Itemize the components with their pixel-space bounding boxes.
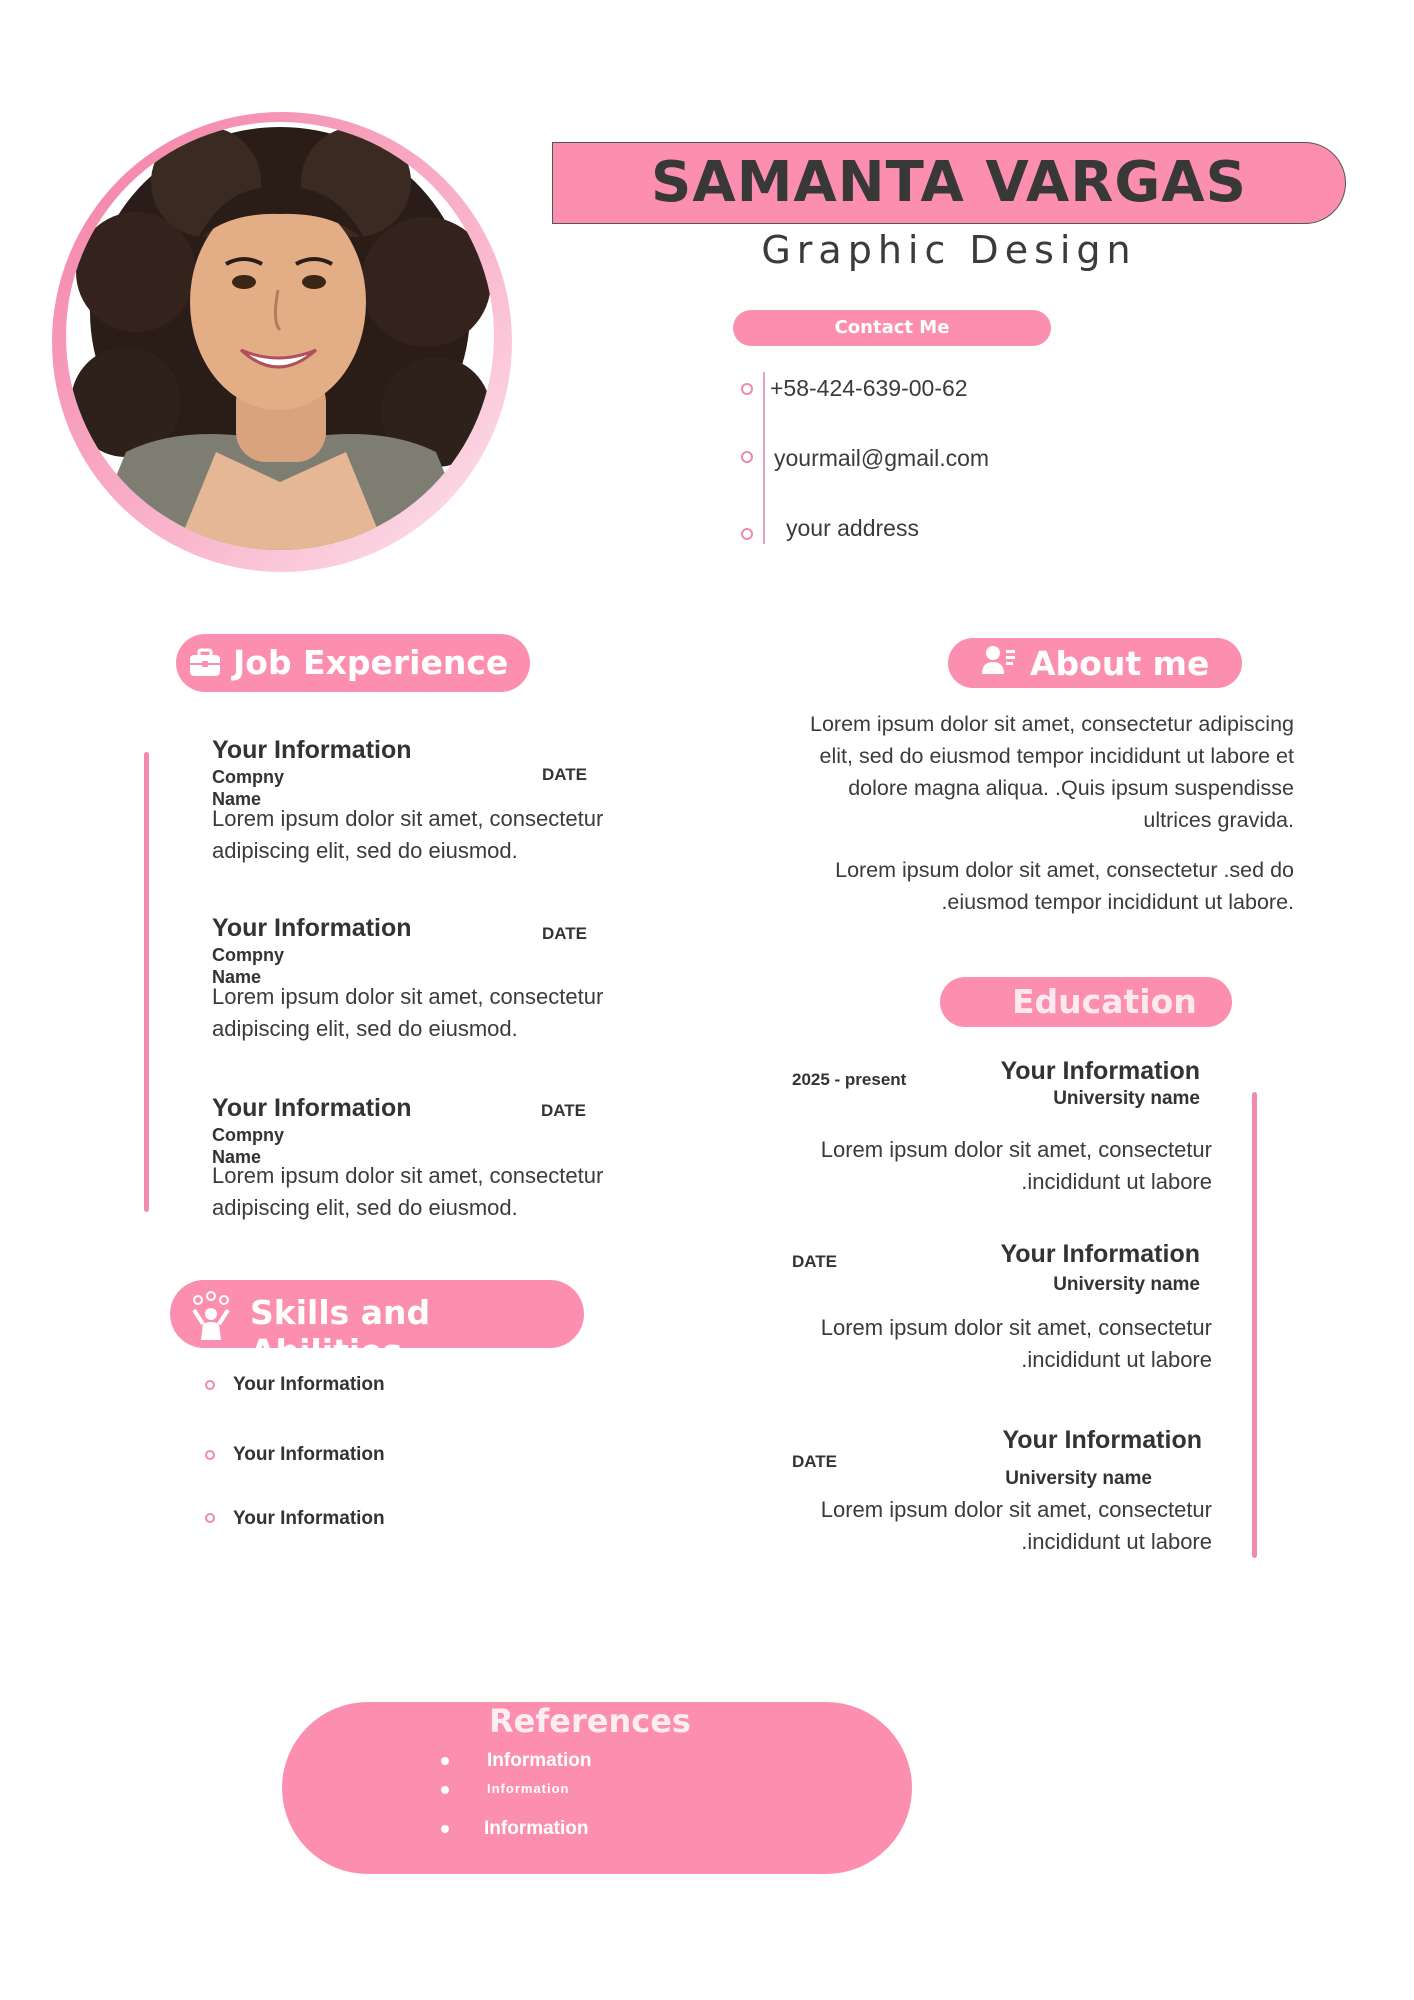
edu-date-2: DATE [792,1252,838,1271]
phone-bullet-icon [741,383,753,395]
edu-desc-3: Lorem ipsum dolor sit amet, consectetur .incididunt ut labore [820,1497,1212,1554]
education-title: Education [1012,982,1197,1021]
job-company-1: Compny Name [212,767,284,809]
about-paragraph-1: Lorem ipsum dolor sit amet, consectetur adipiscing elit, sed do eiusmod tempor incididunt ut labore et dolore magna aliqua. .Quis ipsum suspendisse ultrices gravida. [810,712,1294,832]
skill-bullet-icon [205,1450,215,1460]
job-title-1: Your Information [212,736,412,764]
skill-bullet-icon [205,1380,215,1390]
reference-bullet-icon [441,1757,449,1765]
skill-bullet-icon [205,1513,215,1523]
contact-me-label: Contact Me [733,310,1051,346]
job-title-3: Your Information [212,1094,412,1122]
user-list-icon [982,644,1016,676]
edu-date-3: DATE [792,1452,838,1471]
about-paragraph-2: Lorem ipsum dolor sit amet, consectetur .sed do .eiusmod tempor incididunt ut labore. [835,858,1294,914]
edu-title-2: Your Information [1000,1240,1200,1268]
education-header [940,977,1232,1027]
reference-bullet-icon [441,1786,449,1794]
reference-item-3: Information [484,1818,589,1839]
about-me-header [948,638,1242,688]
portrait-illustration [66,122,494,550]
job-title-2: Your Information [212,914,412,942]
skill-item-2: Your Information [233,1444,385,1465]
edu-title-1: Your Information [1000,1057,1200,1085]
edu-title-3: Your Information [1002,1426,1202,1454]
job-desc-1: Lorem ipsum dolor sit amet, consectetur adipiscing elit, sed do eiusmod. [212,806,604,863]
contact-address: your address [786,515,919,541]
skill-item-3: Your Information [233,1508,385,1529]
reference-item-2: Information [487,1781,570,1796]
job-timeline-bar [144,752,149,1212]
job-desc-3: Lorem ipsum dolor sit amet, consectetur adipiscing elit, sed do eiusmod. [212,1163,604,1220]
reference-item-1: Information [487,1750,592,1771]
contact-timeline [763,372,765,544]
job-company-2: Compny Name [212,945,284,987]
person-ideas-icon [190,1290,232,1340]
edu-university-1: University name [1053,1088,1200,1109]
job-date-3: DATE [541,1101,587,1120]
contact-email: yourmail@gmail.com [774,445,990,471]
job-experience-title: Job Experience [233,643,509,682]
skill-item-1: Your Information [233,1374,385,1395]
briefcase-icon [188,648,222,678]
email-bullet-icon [741,451,753,463]
about-me-title: About me [1030,644,1210,683]
profile-photo [66,122,494,550]
address-bullet-icon [741,528,753,540]
full-name: SAMANTA VARGAS [651,150,1247,215]
job-date-1: DATE [542,765,588,784]
skills-header [170,1280,584,1371]
references-title: References [489,1702,691,1740]
job-company-3: Compny Name [212,1125,284,1167]
job-title: Graphic Design [761,228,1137,272]
education-timeline-bar [1252,1092,1257,1558]
skills-title: Skills and Abilities [250,1293,431,1371]
edu-date-1: 2025 - present [792,1070,907,1089]
edu-desc-2: Lorem ipsum dolor sit amet, consectetur .incididunt ut labore [820,1315,1212,1372]
job-experience-header [176,634,530,692]
reference-bullet-icon [441,1825,449,1833]
edu-university-2: University name [1053,1274,1200,1295]
edu-desc-1: Lorem ipsum dolor sit amet, consectetur .incididunt ut labore [820,1137,1212,1194]
job-desc-2: Lorem ipsum dolor sit amet, consectetur adipiscing elit, sed do eiusmod. [212,984,604,1041]
contact-phone: +58-424-639-00-62 [770,375,968,401]
job-date-2: DATE [542,924,588,943]
edu-university-3: University name [1005,1468,1152,1489]
